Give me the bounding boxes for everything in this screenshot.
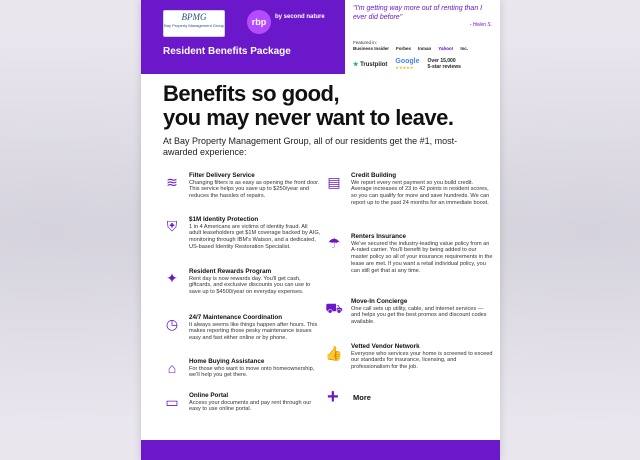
testimonial-panel <box>345 0 500 74</box>
thumbs-up-icon: 👍 <box>325 345 343 361</box>
shield-icon: ⛨ <box>166 218 178 234</box>
rbp-logo: rbp <box>247 10 271 34</box>
plus-icon: + <box>327 386 339 408</box>
benefits-flyer: BPMG Bay Property Management Group rbp by second nature Resident Benefits Package "I'm getting way more out of renting than I ever did before" - Helen S. Featured in: Business Insider Forbes Inman Yahoo! Inc. ★ Trustpilot Google ★★★★★ Over 15,000 5-star reviews Benefits so good, you may never want to leave. At Bay Property Management Group, all of our residents get the #1, most-awarded experience: ≋ Filter Delivery Service Changing filters is as easy as opening the front door. This service helps you save up to $250/year and reduces the hassles of repairs. ⛨ $1M Identity Protection 1 in 4 Americans are victims of identity fraud. All adult leaseholders get $1M coverage backed by AIG, monitoring through IBM's Watson, and a dedicated, US-based Identity Restoration Specialist. ✦ Resident Rewards Program Rent day is now rewards day. You'll get cash, giftcards, and exclusive discounts you can use to save up to $4500/year on everyday expenses. ◷ 24/7 Maintenance Coordination It always seems like things happen after hours. This makes reporting those pesky maintenance issues easy and fast either online or by phone. ⌂ Home Buying Assistance For those who want to move onto homeownership, we'll help you get there. ▭ Online Portal Access your documents and pay rent through our easy to use online portal. ▤ Credit Building We report every rent payment so you build credit. Average increases of 23 to 42 points in resident scores, so you can qualify for more and save hundreds. We can report up to the past 24 months for an immediate boost. ☂ Renters Insurance We've secured the industry-leading value policy from an A-rated carrier. You'll benefit by being added to our master policy so all of your insurance requirements in the lease are met. If you want a retail individual policy, you can still get that at any time. ⛟ Move-In Concierge One call sets up utility, cable, and internet services — and helps you get the best promos and discount codes available. 👍 Vetted Vendor Network Everyone who services your home is screened to exceed our standards for insurance, licensing, and professionalism for the job. + More <box>141 0 500 460</box>
press-logo: Inc. <box>460 46 469 51</box>
review-badges <box>353 58 461 70</box>
testimonial-quote: "I'm getting way more out of renting than I ever did before" <box>353 5 483 21</box>
footer-band <box>141 440 500 460</box>
clock-icon: ◷ <box>165 316 179 332</box>
intro-text: At Bay Property Management Group, all of our residents get the #1, most-awarded experience: <box>163 136 458 157</box>
gift-icon: ✦ <box>166 270 178 286</box>
google-badge: Google ★★★★★ <box>395 58 420 70</box>
testimonial-author: - Helen S. <box>469 22 492 28</box>
review-count: Over 15,000 5-star reviews <box>427 58 461 70</box>
credit-card-icon: ▤ <box>327 174 341 190</box>
laptop-icon: ▭ <box>165 394 179 410</box>
press-logo: Forbes <box>396 46 412 51</box>
second-nature-label: by second nature <box>275 14 325 20</box>
package-title: Resident Benefits Package <box>163 46 291 57</box>
press-logo: Yahoo! <box>438 46 454 51</box>
press-logos <box>353 46 468 51</box>
house-icon: ⌂ <box>167 360 177 376</box>
company-logo: BPMG Bay Property Management Group <box>163 10 225 37</box>
more-label: More <box>353 393 371 402</box>
press-logo: Inman <box>418 46 432 51</box>
press-logo: Business Insider <box>353 46 390 51</box>
trustpilot-badge: ★ Trustpilot <box>353 61 388 68</box>
filter-icon: ≋ <box>166 174 178 190</box>
star-icon: ★ <box>353 61 359 68</box>
umbrella-icon: ☂ <box>327 235 341 251</box>
truck-icon: ⛟ <box>325 300 343 316</box>
rating-stars: ★★★★★ <box>395 65 414 70</box>
headline: Benefits so good, you may never want to leave. <box>163 81 454 130</box>
featured-label: Featured in: <box>353 40 378 45</box>
